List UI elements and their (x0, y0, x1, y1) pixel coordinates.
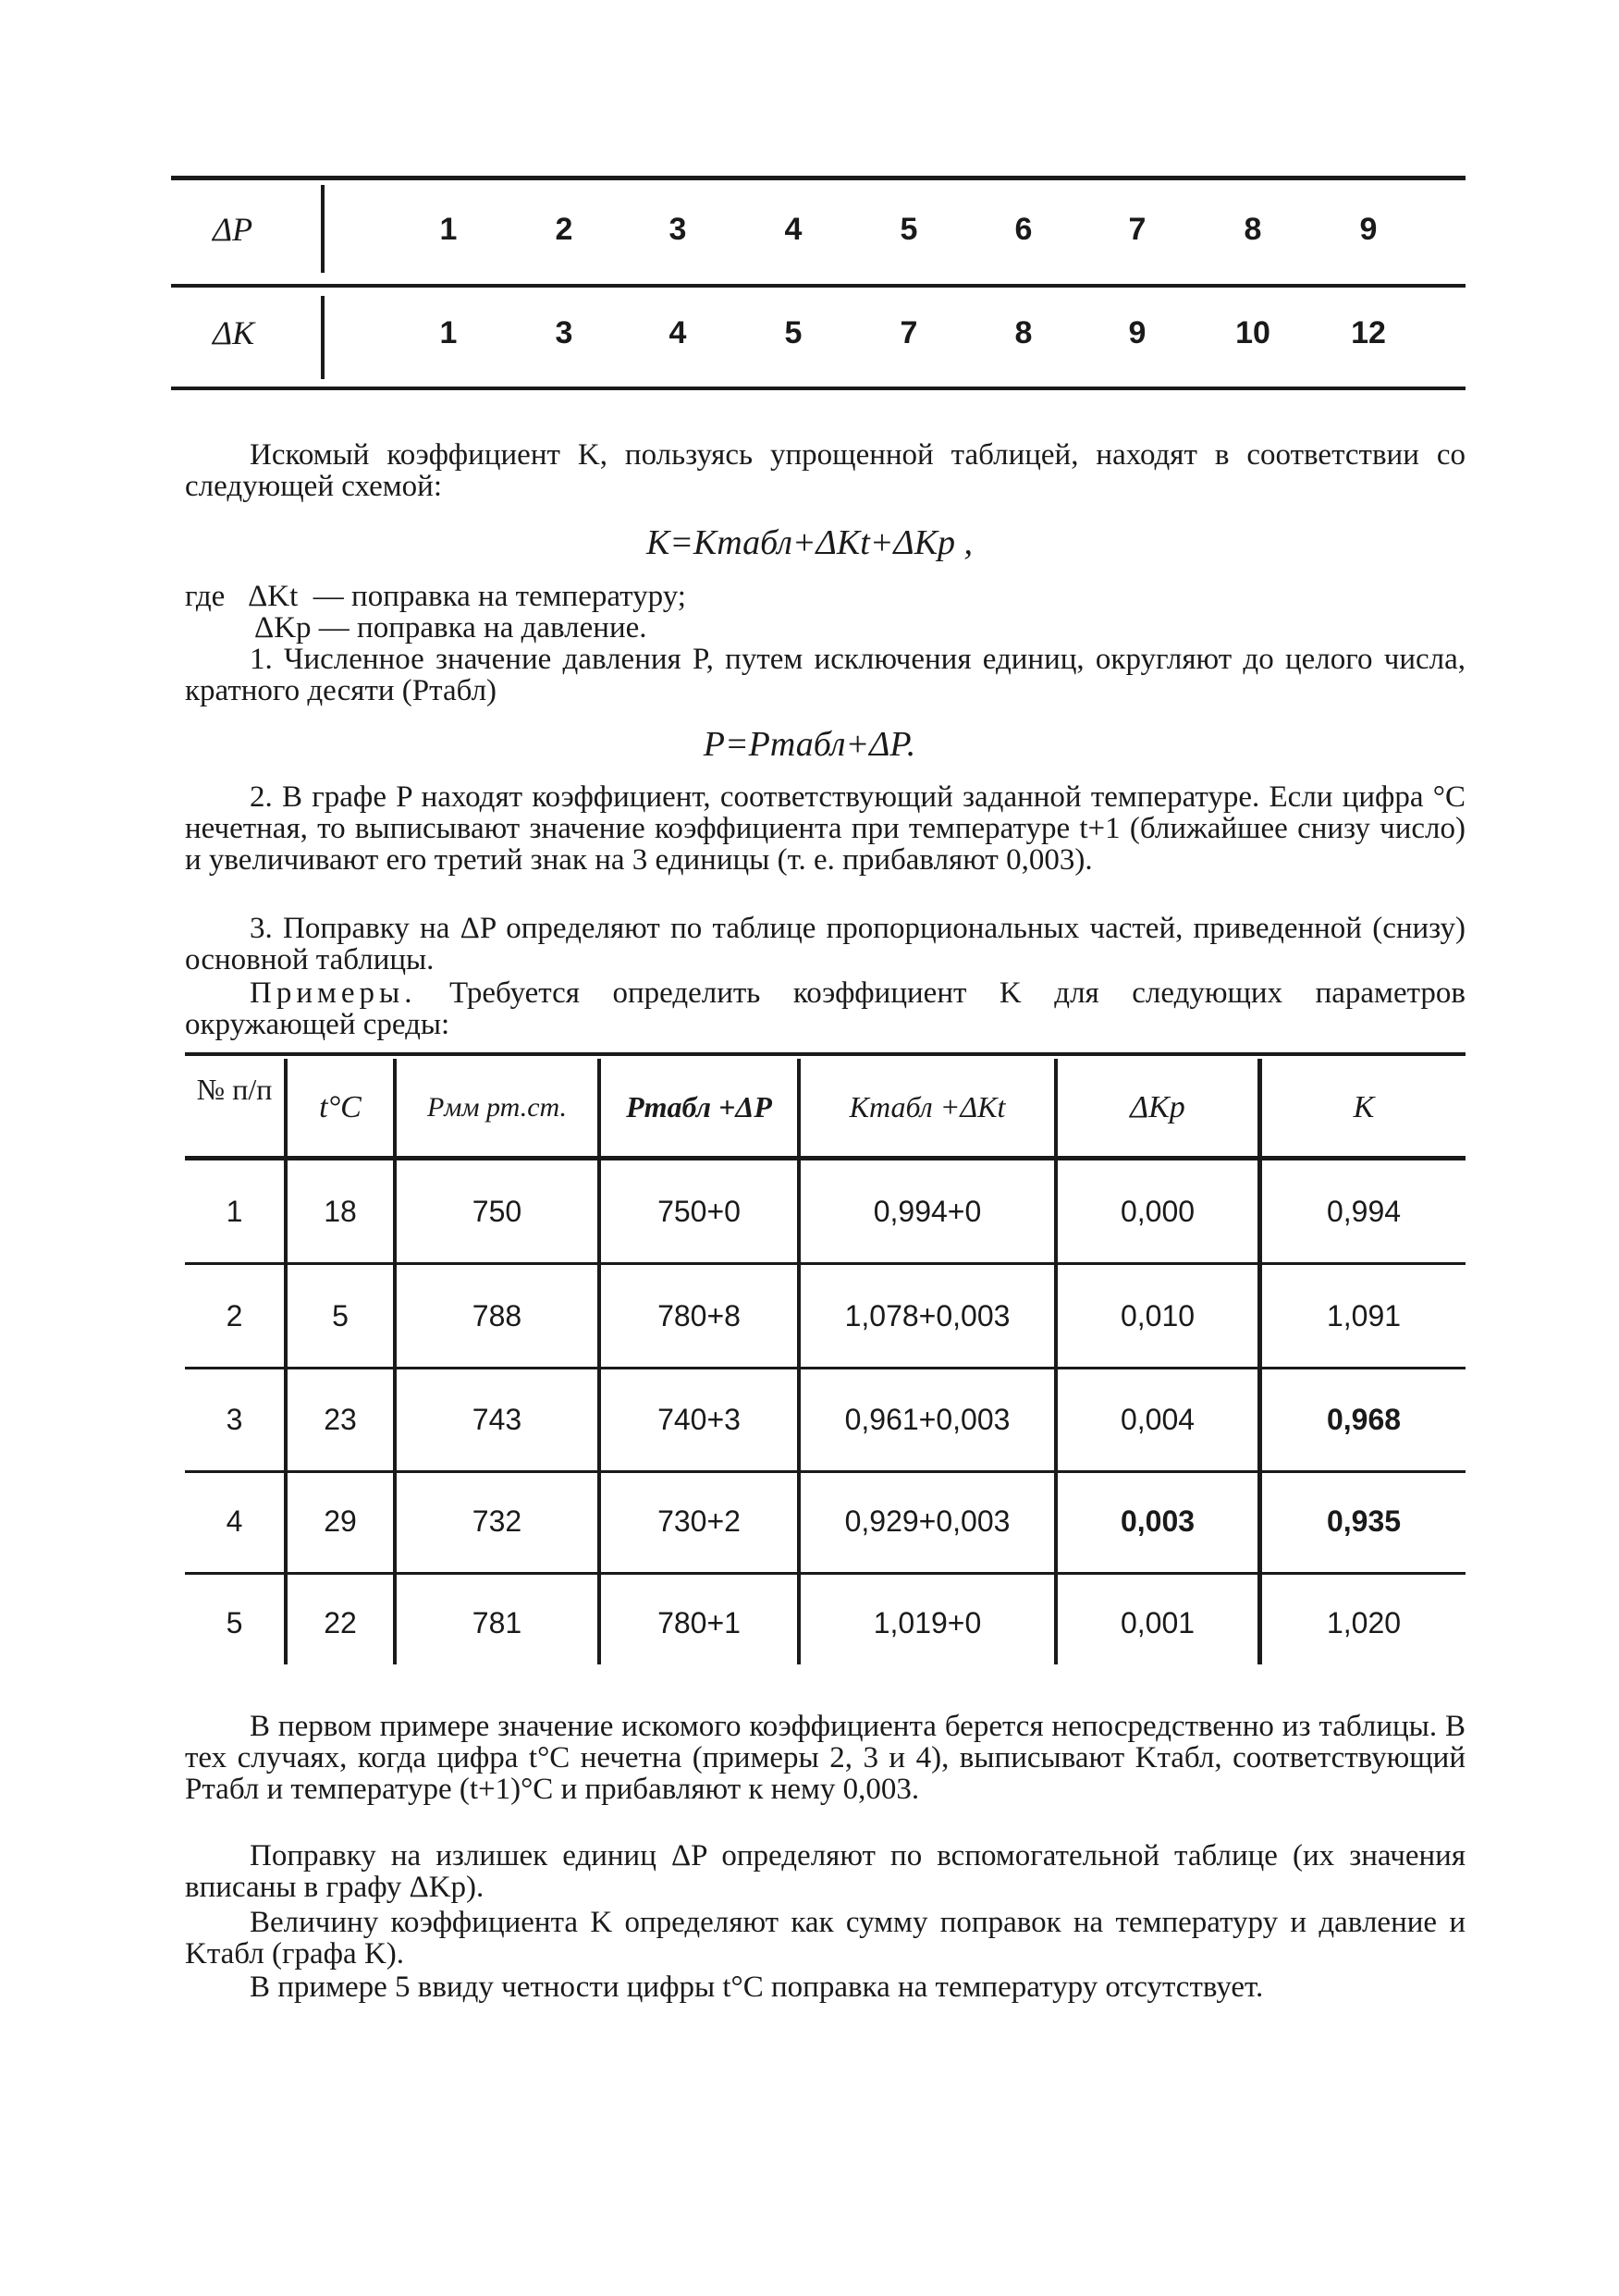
after-paragraph-2 (185, 1840, 1466, 1903)
table-cell: 7 (900, 315, 918, 350)
table-cell: 29 (324, 1504, 357, 1538)
table-cell: 0,000 (1120, 1195, 1196, 1228)
step-2-text: 2. В графе P находят коэффициент, соответствующий заданной температуре. Если цифра °С нечетная, то выписывают значение коэффициента при температуре t+1 (ближайшее снизу число) и увеличивают его третий знак на 3 единицы (т. е. прибавляют 0,003). (185, 780, 1466, 877)
table-cell: 8 (1014, 315, 1033, 350)
table-cell: 0,003 (1120, 1504, 1196, 1538)
header-number: № п/п (196, 1073, 273, 1106)
table-cell: 1 (439, 212, 458, 247)
table-cell: 0,968 (1326, 1403, 1402, 1436)
where-line-1: где ΔKt — поправка на температуру; (185, 580, 686, 613)
after-text-2: Поправку на излишек единиц ΔP определяют по вспомогательной таблице (их значения вписаны в графу ΔKp). (185, 1839, 1466, 1904)
table-cell: 4 (784, 212, 803, 247)
table-cell: 9 (1128, 315, 1147, 350)
intro-text: Искомый коэффициент K, пользуясь упрощенной таблицей, находят в соответствии со следующей схемой: (185, 438, 1466, 503)
table-top-rule (171, 176, 1466, 180)
examples-label: Примеры. (250, 976, 417, 1010)
table-cell: 0,994 (1326, 1195, 1402, 1228)
intro-paragraph (185, 439, 1466, 502)
where-line-2: ΔKp — поправка на давление. (254, 611, 647, 645)
table-cell: 9 (1359, 212, 1378, 247)
table-cell: 1,020 (1326, 1606, 1402, 1639)
table-cell: 0,001 (1120, 1606, 1196, 1639)
after-paragraph-4 (185, 1971, 1466, 2003)
correction-row-dk (171, 305, 1466, 361)
row-divider (185, 1367, 1466, 1369)
table-cell: 1,078+0,003 (844, 1299, 1011, 1332)
table-cell: 4 (668, 315, 687, 350)
table-cell: 2 (555, 212, 573, 247)
header-k: K (1353, 1090, 1375, 1124)
table-cell: 732 (472, 1504, 522, 1538)
examples-top-rule (185, 1052, 1466, 1056)
step-3-paragraph (185, 913, 1466, 976)
correction-row-dp (171, 202, 1466, 257)
row-divider (185, 1262, 1466, 1265)
table-cell: 780+8 (657, 1299, 741, 1332)
table-cell: 4 (226, 1504, 243, 1538)
table-cell: 5 (900, 212, 918, 247)
table-cell: 23 (324, 1403, 357, 1436)
table-cell: 788 (472, 1299, 522, 1332)
table-cell: 5 (226, 1606, 243, 1639)
header-pressure: Pмм рт.ст. (426, 1092, 568, 1123)
table-cell: 0,929+0,003 (844, 1504, 1011, 1538)
header-k-table: Kтабл +ΔKt (849, 1090, 1006, 1123)
table-cell: 12 (1351, 315, 1386, 350)
table-cell: 10 (1235, 315, 1270, 350)
after-text-3: Величину коэффициента K определяют как сумму поправок на температуру и давление и Kтабл (графа K). (185, 1906, 1466, 1971)
row-label-dk: ΔK (213, 314, 255, 351)
table-cell: 750 (472, 1195, 522, 1228)
table-cell: 750+0 (657, 1195, 741, 1228)
after-text-4: В примере 5 ввиду четности цифры t°С поправка на температуру отсутствует. (250, 1971, 1264, 2004)
step-1-paragraph (185, 644, 1466, 706)
table-cell: 3 (555, 315, 573, 350)
table-cell: 3 (668, 212, 687, 247)
table-cell: 0,004 (1120, 1403, 1196, 1436)
row-label-dp: ΔP (213, 211, 253, 248)
table-cell: 780+1 (657, 1606, 741, 1639)
table-cell: 3 (226, 1403, 243, 1436)
table-cell: 8 (1244, 212, 1262, 247)
formula-p: P=Pтабл+ΔP. (703, 725, 916, 764)
table-cell: 5 (332, 1299, 349, 1332)
table-mid-rule (171, 284, 1466, 288)
table-bottom-rule (171, 387, 1466, 390)
header-p-table: Pтабл +ΔP (626, 1090, 772, 1123)
table-cell: 1 (439, 315, 458, 350)
step-2-paragraph (185, 781, 1466, 876)
formula-k: K=Kтабл+ΔKt+ΔKp , (645, 523, 974, 562)
table-cell: 5 (784, 315, 803, 350)
table-cell: 6 (1014, 212, 1033, 247)
table-cell: 730+2 (657, 1504, 741, 1538)
step-3-text: 3. Поправку на ΔP определяют по таблице пропорциональных частей, приведенной (снизу) основной таблицы. (185, 912, 1466, 976)
examples-header-rule (185, 1156, 1466, 1160)
table-cell: 743 (472, 1403, 522, 1436)
table-cell: 1,091 (1326, 1299, 1402, 1332)
table-cell: 1,019+0 (873, 1606, 982, 1639)
table-cell: 0,935 (1326, 1504, 1402, 1538)
row-divider (185, 1572, 1466, 1575)
step-1-text: 1. Численное значение давления P, путем исключения единиц, округляют до целого числа, кратного десяти (Pтабл) (185, 643, 1466, 707)
examples-intro-paragraph (185, 977, 1466, 1040)
header-dkp: ΔKp (1130, 1090, 1185, 1124)
table-cell: 7 (1128, 212, 1147, 247)
table-cell: 0,010 (1120, 1299, 1196, 1332)
table-cell: 2 (226, 1299, 243, 1332)
table-cell: 781 (472, 1606, 522, 1639)
table-cell: 0,961+0,003 (844, 1403, 1011, 1436)
examples-intro-text: Требуется определить коэффициент K для следующих параметров окружающей среды: (185, 976, 1466, 1041)
header-temp: t°C (319, 1090, 362, 1124)
table-cell: 1 (226, 1195, 243, 1228)
table-cell: 0,994+0 (873, 1195, 982, 1228)
after-paragraph-1 (185, 1711, 1466, 1805)
row-divider (185, 1470, 1466, 1473)
after-text-1: В первом примере значение искомого коэффициента берется непосредственно из таблицы. В тех случаях, когда цифра t°С нечетна (примеры 2, 3 и 4), выписывают Kтабл, соответствующий Pтабл и температуре (t+1)°С и прибавляют к нему 0,003. (185, 1710, 1466, 1806)
table-cell: 18 (324, 1195, 357, 1228)
table-cell: 740+3 (657, 1403, 741, 1436)
after-paragraph-3 (185, 1907, 1466, 1970)
table-cell: 22 (324, 1606, 357, 1639)
